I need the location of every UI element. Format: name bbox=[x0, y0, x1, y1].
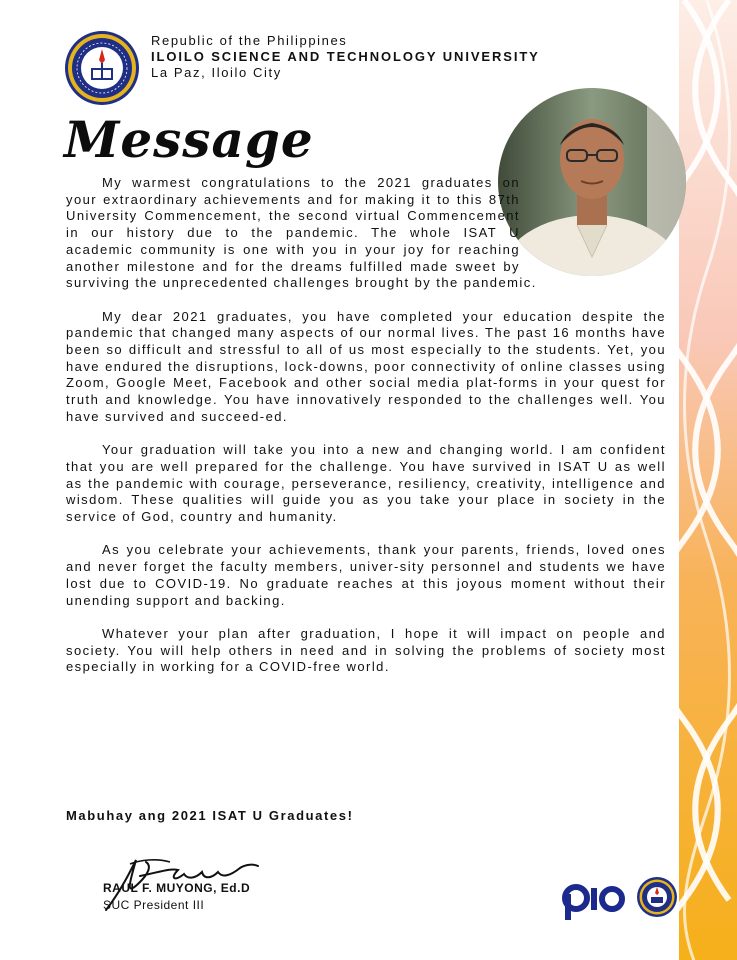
paragraph: My dear 2021 graduates, you have completed your education despite the pandemic that changed many aspects of our normal lives. The past 16 months have been so difficult and stressful to all of us most especially to the students. Yet, you have endured the disruptions, lock-downs, poor connectivity of online classes using Zoom, Google Meet, Facebook and other social media plat-forms in your quest for truth and knowledge. You have innovatively responded to the challenges well. You have survived and succeed-ed. bbox=[66, 308, 666, 424]
signatory bbox=[103, 880, 250, 914]
university-seal-small-icon bbox=[636, 876, 678, 918]
paragraph: My warmest congratulations to the 2021 graduates on your extraordinary achievements and for making it to this 87th University Commencement, the second virtual Commencement in our history due to the pandemic. The whole ISAT U academic community is one with you in your joy for reaching another milestone and for the dreams fulfilled made sweet by surviving the unprecedented challenges brought by the pandemic. bbox=[66, 175, 537, 291]
paragraph: As you celebrate your achievements, thank your parents, friends, loved ones and never forget the faculty members, univer-sity personnel and students we have lost due to COVID-19. No graduate reaches at this joyous moment without their unending support and backing. bbox=[66, 542, 666, 608]
paragraph: Whatever your plan after graduation, I hope it will impact on people and society. You will help others in need and in solving the problems of society most especially in working for a COVID-free world. bbox=[66, 625, 666, 675]
letterhead bbox=[151, 33, 540, 81]
location-line: La Paz, Iloilo City bbox=[151, 65, 282, 80]
page-title: Message bbox=[64, 110, 314, 169]
closing-line: Mabuhay ang 2021 ISAT U Graduates! bbox=[66, 808, 354, 823]
decorative-ribbon bbox=[679, 0, 737, 960]
signatory-position: SUC President III bbox=[103, 898, 205, 912]
message-body bbox=[66, 175, 666, 693]
university-name: ILOILO SCIENCE AND TECHNOLOGY UNIVERSITY bbox=[151, 49, 540, 64]
signatory-name: RAUL F. MUYONG, Ed.D bbox=[103, 881, 251, 895]
university-seal-icon bbox=[64, 30, 140, 106]
paragraph: Your graduation will take you into a new and changing world. I am confident that you are well prepared for the challenge. You have survived in ISAT U as well as the pandemic with courage, perseverance, resiliency, creativity, intelligence and wisdom. These qualities will guide you as you take your place in society in the service of God, country and humanity. bbox=[66, 442, 666, 525]
pio-logo-icon bbox=[562, 880, 626, 922]
country-line: Republic of the Philippines bbox=[151, 33, 348, 48]
